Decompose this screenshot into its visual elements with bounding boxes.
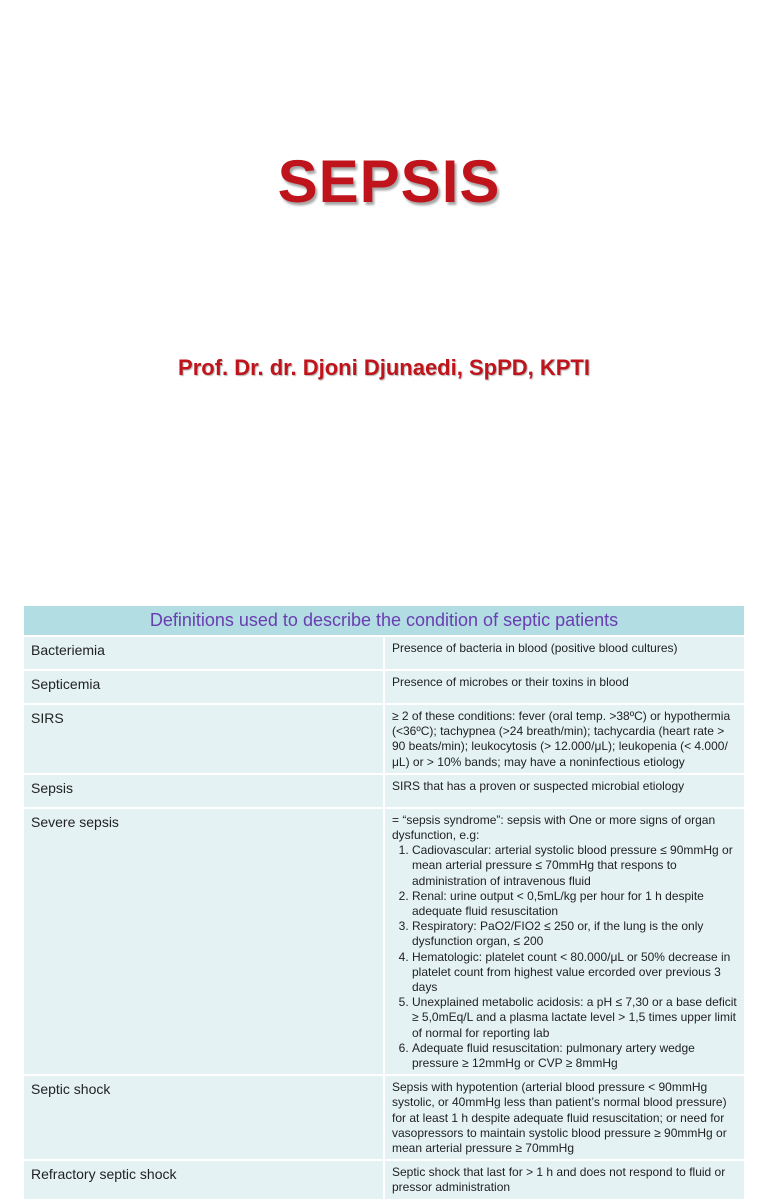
term-cell: Severe sepsis: [24, 808, 384, 1075]
list-item: 1. Cadiovascular: arterial systolic blood pressure ≤ 90mmHg or mean arterial pressure ≤ 70mmHg that respons to administration of intravenous fluid: [412, 843, 738, 889]
definition-cell: Sepsis with hypotention (arterial blood pressure < 90mmHg systolic, or 40mmHg less than patient’s normal blood pressure) for at least 1 h despite adequate fluid resuscitation; or need for vasopressors to maintain systolic blood pressure ≥ 90mmHg or mean arterial pressure ≥ 70mmHg: [384, 1075, 744, 1160]
definitions-table: [24, 606, 744, 1199]
table-title: Definitions used to describe the condition of septic patients: [24, 606, 744, 636]
definition-cell: [384, 808, 744, 1075]
table-row-sirs: [24, 704, 744, 774]
term-cell: SIRS: [24, 704, 384, 774]
table-row-severe-sepsis: [24, 808, 744, 1075]
organ-dysfunction-list: [392, 843, 738, 1071]
list-item: 6. Adequate fluid resuscitation: pulmonary artery wedge pressure ≥ 12mmHg or CVP ≥ 8mmHg: [412, 1041, 738, 1071]
definition-cell: Septic shock that last for > 1 h and does not respond to fluid or pressor administration: [384, 1160, 744, 1198]
term-cell: Septicemia: [24, 670, 384, 704]
slide-author: Prof. Dr. dr. Djoni Djunaedi, SpPD, KPTI: [178, 355, 590, 380]
table-row-septic-shock: [24, 1075, 744, 1160]
term-cell: Refractory septic shock: [24, 1160, 384, 1198]
definition-cell: Presence of bacteria in blood (positive blood cultures): [384, 636, 744, 670]
term-cell: Sepsis: [24, 774, 384, 808]
definition-intro: = “sepsis syndrome”: sepsis with One or more signs of organ dysfunction, e.g:: [392, 812, 716, 843]
table-row-septicemia: [24, 670, 744, 704]
slide-title: SEPSIS: [277, 148, 501, 215]
table-row-sepsis: [24, 774, 744, 808]
definition-cell: ≥ 2 of these conditions: fever (oral temp. >38ºC) or hypothermia (<36ºC); tachypnea (>24 breath/min); tachycardia (heart rate > 90 beats/min); leukocytosis (> 12.000/μL); leukopenia (< 4.000/μL) or > 10% bands; may have a noninfectious etiology: [384, 704, 744, 774]
list-item: 5. Unexplained metabolic acidosis: a pH ≤ 7,30 or a base deficit ≥ 5,0mEq/L and a plasma lactate level > 1,5 times upper limit of normal for reporting lab: [412, 995, 738, 1041]
term-cell: Bacteriemia: [24, 636, 384, 670]
table-row-bacteriemia: [24, 636, 744, 670]
list-item: 2. Renal: urine output < 0,5mL/kg per hour for 1 h despite adequate fluid resuscitation: [412, 889, 738, 919]
term-cell: Septic shock: [24, 1075, 384, 1160]
definition-cell: Presence of microbes or their toxins in blood: [384, 670, 744, 704]
list-item: 4. Hematologic: platelet count < 80.000/μL or 50% decrease in platelet count from highest value ercorded over previous 3 days: [412, 950, 738, 996]
table-row-refractory-septic-shock: [24, 1160, 744, 1198]
list-item: 3. Respiratory: PaO2/FIO2 ≤ 250 or, if the lung is the only dysfunction organ, ≤ 200: [412, 919, 738, 949]
definition-cell: SIRS that has a proven or suspected microbial etiology: [384, 774, 744, 808]
